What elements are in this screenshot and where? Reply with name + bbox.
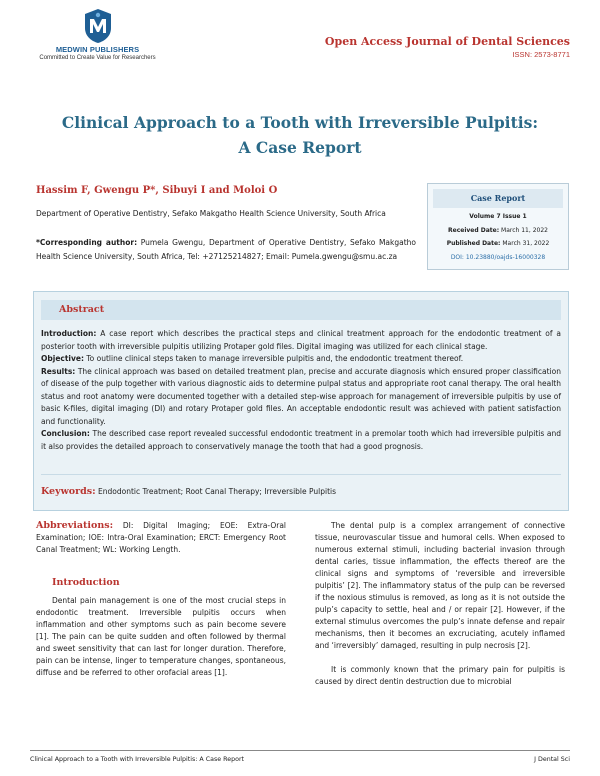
doi-link[interactable]: DOI: 10.23880/oajds-16000328 <box>450 253 546 261</box>
body-column-right <box>315 520 565 688</box>
abstract-introduction: Introduction: A case report which describes the practical steps and clinical treatment approach for the endodontic treatment of a posterior tooth with irreversible pulpitis utilizing Protaper gold files. Digital imaging was utilized for each clinical stage. <box>41 329 561 351</box>
keywords-text: Endodontic Treatment; Root Canal Therapy; Irreversible Pulpitis <box>98 487 337 496</box>
case-info-box <box>427 183 569 270</box>
footer-journal-abbrev: J Dental Sci <box>534 756 570 763</box>
publisher-tagline: Committed to Create Value for Researchers <box>39 55 156 61</box>
abstract-box <box>33 291 569 511</box>
case-type-heading: Case Report <box>433 189 563 208</box>
abstract-body <box>41 328 561 453</box>
journal-issn: ISSN: 2573-8771 <box>512 50 570 59</box>
abstract-header-bar <box>41 300 561 320</box>
corresponding-author <box>36 236 416 263</box>
introduction-paragraph: Dental pain management is one of the most crucial steps in endodontic treatment. Irreversible pulpitis occurs when inflammation and other symptoms such as pain become severe [1]. The pain can be quite sudden and often followed by thermal and sweet sensitivity that can last for longer duration. Therefore, pain can be intense, linger to temperature changes, spontaneous, diffuse and be referred to other orofacial areas [1]. <box>36 596 286 677</box>
abbreviations: Abbreviations: DI: Digital Imaging; EOE: Extra-Oral Examination; IOE: Intra-Oral Examination; ERCT: Emergency Root Canal Treatment; WL: Working Length. <box>36 520 286 554</box>
corresponding-text: Pumela Gwengu, Department of Operative Dentistry, Sefako Makgatho Health Science University, South Africa, Tel: +27125214827; Email: Pumela.gwengu@smu.ac.za <box>36 238 416 261</box>
journal-header <box>325 35 570 59</box>
publisher-logo <box>30 8 165 68</box>
abstract-heading: Abstract <box>59 304 105 315</box>
author-list: Hassim F, Gwengu P*, Sibuyi I and Moloi O <box>36 185 278 196</box>
footer-running-title: Clinical Approach to a Tooth with Irreversible Pulpitis: A Case Report <box>30 756 245 763</box>
keywords-divider <box>41 474 561 475</box>
abstract-objective: Objective: To outline clinical steps taken to manage irreversible pulpitis and, the endodontic treatment thereof. <box>41 354 464 363</box>
introduction-heading: Introduction <box>52 577 120 588</box>
footer-divider <box>30 750 570 751</box>
article-title: Clinical Approach to a Tooth with Irreversible Pulpitis: A Case Report <box>61 113 539 157</box>
author-affiliation: Department of Operative Dentistry, Sefako Makgatho Health Science University, South Africa <box>36 209 386 218</box>
body-column-left <box>36 520 286 679</box>
volume-issue: Volume 7 Issue 1 <box>469 213 527 220</box>
received-date: Received Date: March 11, 2022 <box>448 226 548 234</box>
abstract-conclusion: Conclusion: The described case report revealed successful endodontic treatment in a premolar tooth which had irreversible pulpitis and it also provides the detailed approach to conservatively manage the tooth that had a good prognosis. <box>41 429 561 451</box>
journal-name: Open Access Journal of Dental Sciences <box>324 35 570 48</box>
body-paragraph-2: It is commonly known that the primary pain for pulpitis is caused by direct dentin destruction due to microbial <box>315 665 565 686</box>
abstract-results: Results: The clinical approach was based on detailed treatment plan, precise and accurate diagnosis which ensured proper classification of disease of the pulp together with various diagnostic aids to determine pulpal status and appropriate root canal therapy. The oral health status and root anatomy were documented together with a detailed step-wise approach for management of irreversible pulpitis by use of basic K-files, digital imaging (DI) and rotary Protaper gold files. An acceptable endodontic result was achieved with patient satisfaction and functionality. <box>41 366 561 426</box>
body-paragraph-1: The dental pulp is a complex arrangement of connective tissue, neurovascular tissue and humoral cells. When exposed to numerous external stimuli, including bacterial invasion through dental caries, tissue inflammation, the effects thereof are the clinical signs and symptoms of ‘reversible and irreversible pulpitis’ [2]. The inflammatory status of the pulp can be reversed if the noxious stimulus is removed, as long as it is not outside the pulp’s capacity to settle, heal and / or repair [2]. However, if the external stimulus overcomes the pulp’s innate defense and repair mechanisms, then it becomes an excruciating, acutely inflamed and ‘irreversibly’ damaged, resulting in pulp necrosis [2]. <box>315 521 565 650</box>
publisher-name: MEDWIN PUBLISHERS <box>55 45 140 54</box>
corresponding-label: *Corresponding author: <box>36 238 138 247</box>
keywords <box>41 486 336 497</box>
published-date: Published Date: March 31, 2022 <box>446 240 550 247</box>
medwin-logo-icon <box>83 8 113 44</box>
keywords-label: Keywords: <box>41 486 96 497</box>
